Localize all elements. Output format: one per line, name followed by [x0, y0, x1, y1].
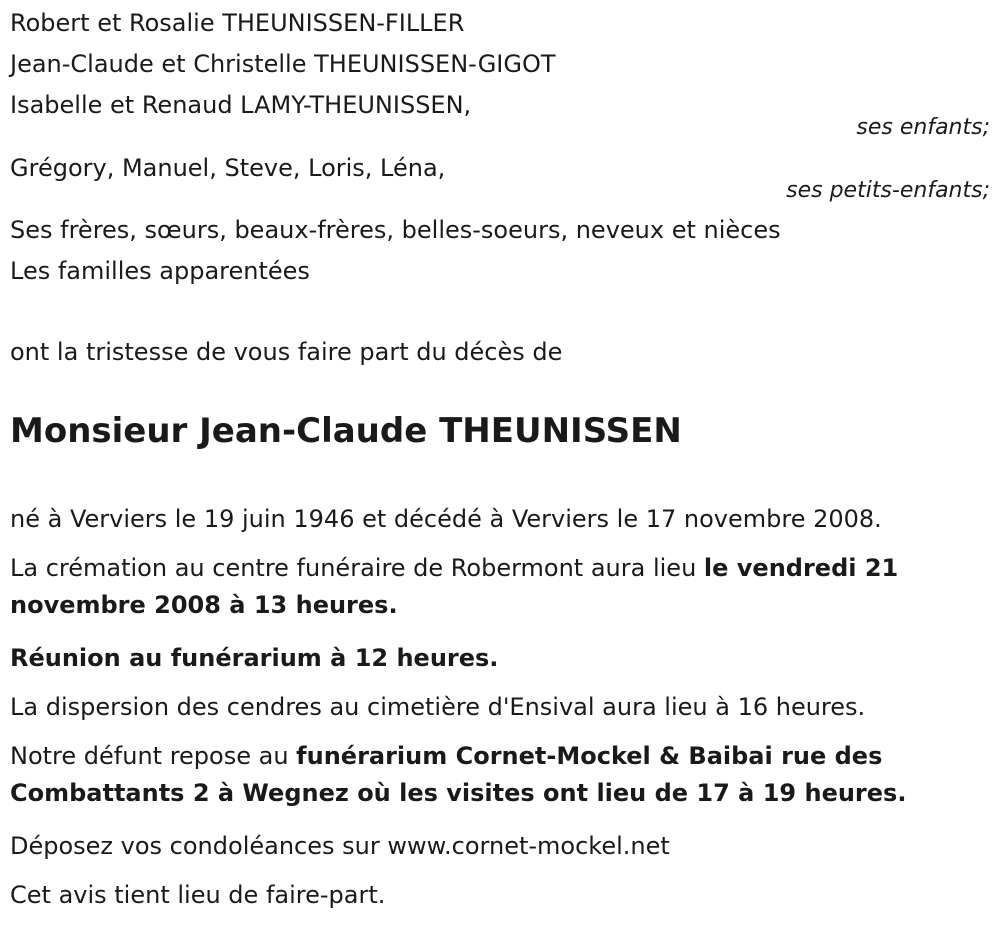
- deceased-name-heading: Monsieur Jean-Claude THEUNISSEN: [10, 411, 682, 451]
- condolences-paragraph: Déposez vos condoléances sur www.cornet-mockel.net: [10, 832, 670, 860]
- notice-paragraph: Cet avis tient lieu de faire-part.: [10, 881, 386, 909]
- reunion-paragraph: Réunion au funérarium à 12 heures.: [10, 644, 499, 672]
- cremation-paragraph: [10, 550, 990, 624]
- birth-death-paragraph: né à Verviers le 19 juin 1946 et décédé à Verviers le 17 novembre 2008.: [10, 505, 882, 533]
- repose-paragraph: [10, 738, 960, 812]
- dispersion-paragraph: La dispersion des cendres au cimetière d'Ensival aura lieu à 16 heures.: [10, 693, 866, 721]
- announcement-line: ont la tristesse de vous faire part du décès de: [10, 338, 563, 366]
- family-children-line-1: Robert et Rosalie THEUNISSEN-FILLER: [10, 9, 465, 37]
- children-role-label: ses enfants;: [856, 115, 990, 140]
- family-children-line-2: Jean-Claude et Christelle THEUNISSEN-GIGOT: [10, 50, 556, 78]
- grandchildren-role-label: ses petits-enfants;: [786, 178, 990, 203]
- grandchildren-line: Grégory, Manuel, Steve, Loris, Léna,: [10, 154, 446, 182]
- relatives-line: Les familles apparentées: [10, 257, 310, 285]
- family-children-line-3: Isabelle et Renaud LAMY-THEUNISSEN,: [10, 91, 472, 119]
- cremation-date: le vendredi 21 novembre 2008 à 13 heures.: [10, 554, 899, 619]
- siblings-line: Ses frères, sœurs, beaux-frères, belles-soeurs, neveux et nièces: [10, 216, 781, 244]
- cremation-intro: La crémation au centre funéraire de Robermont aura lieu: [10, 554, 704, 582]
- repose-intro: Notre défunt repose au: [10, 742, 297, 770]
- repose-place: funérarium Cornet-Mockel & Baibai rue des Combattants 2 à Wegnez où les visites ont lieu de 17 à 19 heures.: [10, 742, 907, 807]
